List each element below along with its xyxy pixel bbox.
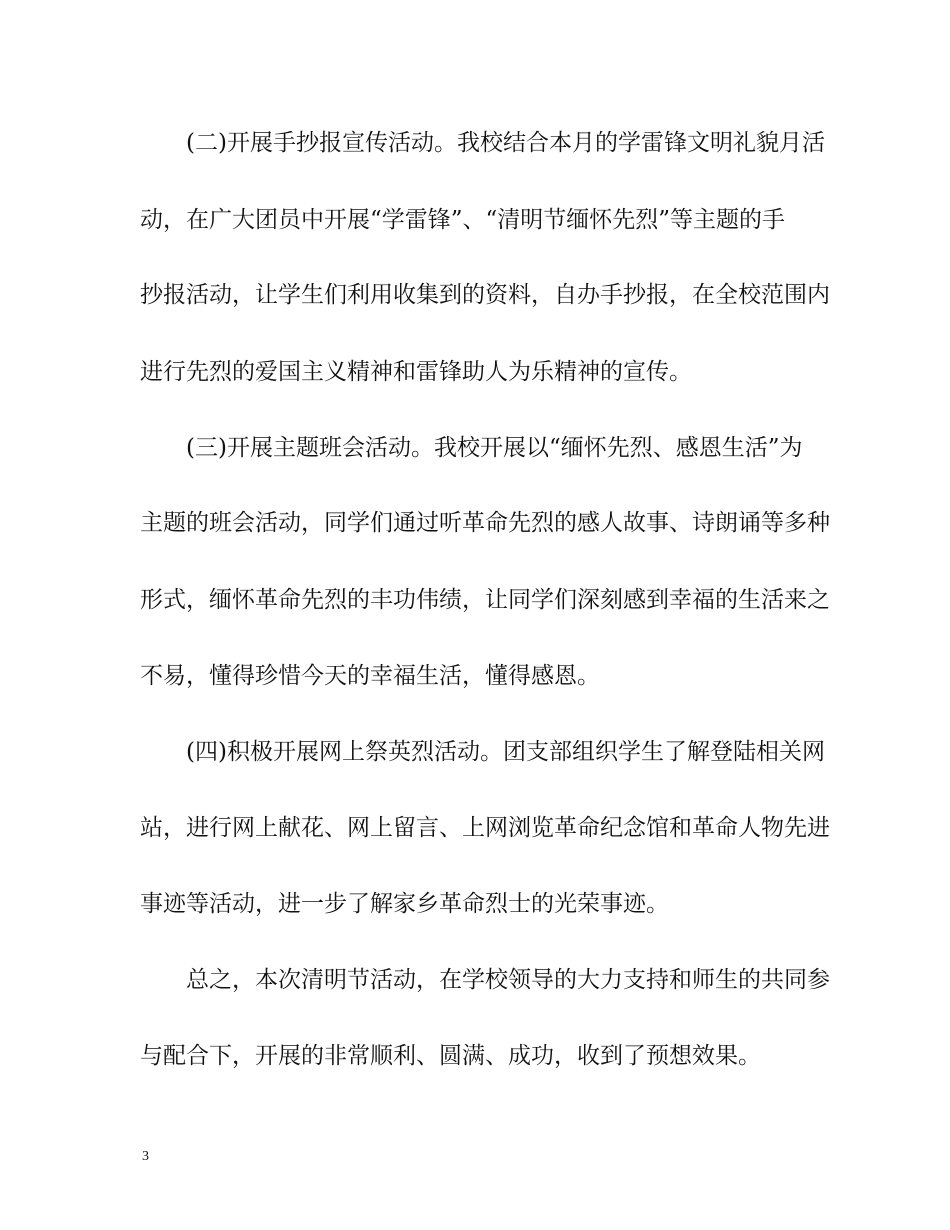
summary-line-2: 与配合下，开展的非常顺利、圆满、成功，收到了预想效果。 (140, 1043, 761, 1069)
paragraph-3-line-3: 形式，缅怀革命先烈的丰功伟绩，让同学们深刻感到幸福的生活来之 (140, 587, 830, 613)
paragraph-2-line-1: (二)开展手抄报宣传活动。我校结合本月的学雷锋文明礼貌月活 (186, 130, 825, 156)
paragraph-3-line-4: 不易，懂得珍惜今天的幸福生活，懂得感恩。 (140, 663, 600, 689)
paragraph-2-line-2: 动，在广大团员中开展“学雷锋”、“清明节缅怀先烈”等主题的手 (140, 207, 786, 233)
paragraph-2-line-3: 抄报活动，让学生们利用收集到的资料，自办手抄报，在全校范围内 (140, 282, 830, 308)
paragraph-4-line-1: (四)积极开展网上祭英烈活动。团支部组织学生了解登陆相关网 (186, 739, 825, 765)
summary-line-1: 总之，本次清明节活动，在学校领导的大力支持和师生的共同参 (186, 967, 830, 993)
paragraph-4-line-3: 事迹等活动，进一步了解家乡革命烈士的光荣事迹。 (140, 891, 669, 917)
paragraph-2-line-4: 进行先烈的爱国主义精神和雷锋助人为乐精神的宣传。 (140, 359, 692, 385)
paragraph-3-line-2: 主题的班会活动，同学们通过听革命先烈的感人故事、诗朗诵等多种 (140, 510, 830, 536)
page-number: 3 (142, 1149, 149, 1164)
paragraph-4-line-2: 站，进行网上献花、网上留言、上网浏览革命纪念馆和革命人物先进 (140, 815, 830, 841)
paragraph-3-line-1: (三)开展主题班会活动。我校开展以“缅怀先烈、感恩生活”为 (186, 435, 803, 461)
